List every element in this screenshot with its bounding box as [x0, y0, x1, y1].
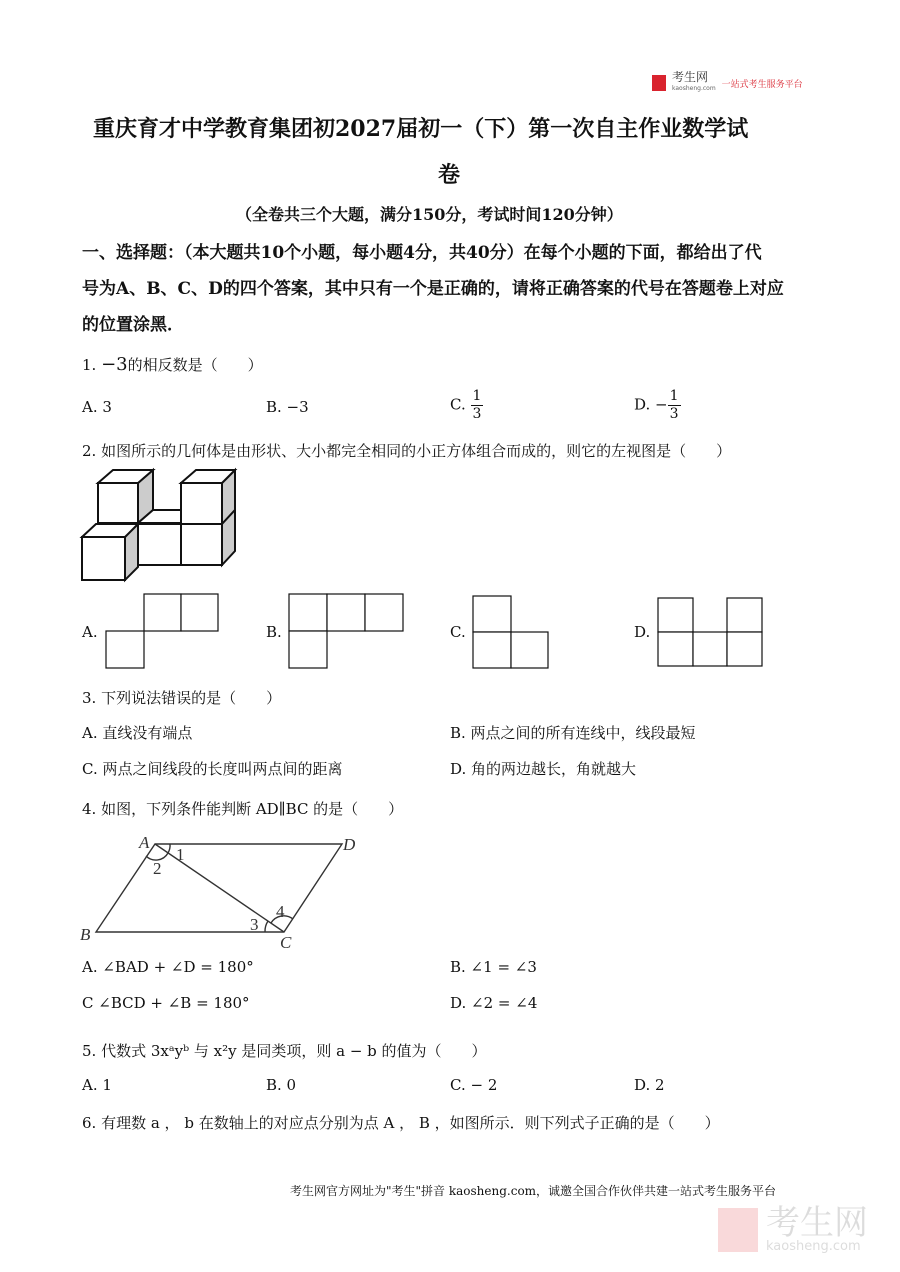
question-6-stem: 6. 有理数 a ， b 在数轴上的对应点分别为点 A ， B ，如图所示．则下列式子正确的是（ ）	[82, 1114, 720, 1132]
footer-note: 考生网官方网址为"考生"拼音 kaosheng.com，诚邀全国合作伙伴共建一站式考生服务平台	[290, 1184, 777, 1198]
option-b[interactable]: B. −3	[266, 398, 309, 416]
option-b[interactable]: B.	[266, 623, 282, 641]
option-b[interactable]: B. 两点之间的所有连线中，线段最短	[450, 724, 696, 742]
svg-text:3: 3	[250, 915, 259, 934]
watermark-logo-icon	[718, 1208, 758, 1252]
option-a[interactable]: A. ∠BAD + ∠D = 180°	[82, 958, 254, 976]
option-d-view	[658, 598, 762, 666]
page-title: 重庆育才中学教育集团初2027届初一（下）第一次自主作业数学试	[93, 116, 749, 142]
svg-text:B: B	[80, 925, 91, 944]
page-title-cont: 卷	[438, 162, 461, 188]
svg-text:4: 4	[276, 902, 285, 921]
svg-text:C: C	[280, 933, 292, 952]
option-b[interactable]: B. ∠1 = ∠3	[450, 958, 537, 976]
option-a[interactable]: A. 直线没有端点	[82, 724, 193, 742]
option-a[interactable]: A. 1	[82, 1076, 112, 1094]
option-c[interactable]: C ∠BCD + ∠B = 180°	[82, 994, 250, 1012]
parallelogram-figure	[75, 830, 375, 960]
section-instruction: 号为A、B、C、D的四个答案，其中只有一个是正确的，请将正确答案的代号在答题卷上对应	[82, 279, 784, 299]
option-d[interactable]: D. − $\frac{1}{3}$	[634, 388, 679, 422]
question-2-stem: 2. 如图所示的几何体是由形状、大小都完全相同的小正方体组合而成的，则它的左视图是（ ）	[82, 442, 732, 460]
svg-text:1: 1	[176, 845, 185, 864]
svg-text:2: 2	[153, 859, 162, 878]
watermark-text: 考生网	[766, 1203, 868, 1243]
section-instruction: 的位置涂黑．	[82, 315, 184, 335]
svg-text:D: D	[343, 835, 356, 854]
question-5-stem: 5. 代数式 3xᵃyᵇ 与 x²y 是同类项，则 a − b 的值为（ ）	[82, 1042, 487, 1060]
question-4-stem: 4. 如图，下列条件能判断 AD∥BC 的是（ ）	[82, 800, 404, 818]
option-c[interactable]: C. − 2	[450, 1076, 498, 1094]
option-a[interactable]: A.	[82, 623, 98, 641]
option-b[interactable]: B. 0	[266, 1076, 297, 1094]
svg-text:A: A	[139, 833, 150, 852]
question-1-stem: 1. −3的相反数是（ ）	[82, 354, 263, 375]
option-d[interactable]: D. 2	[634, 1076, 665, 1094]
logo-slogan: 一站式考生服务平台	[721, 79, 803, 90]
subtitle: （全卷共三个大题，满分150分，考试时间120分钟）	[236, 205, 623, 224]
watermark-domain: kaosheng.com	[766, 1239, 861, 1254]
option-d[interactable]: D. ∠2 = ∠4	[450, 994, 538, 1012]
option-c[interactable]: C.	[450, 623, 466, 641]
option-d[interactable]: D. 角的两边越长，角就越大	[450, 760, 637, 778]
logo-text: 考生网	[672, 70, 709, 84]
section-instruction: 一、选择题：（本大题共10个小题，每小题4分，共40分）在每个小题的下面，都给出了代	[82, 243, 762, 263]
option-b-view	[289, 594, 403, 668]
option-a[interactable]: A. 3	[82, 398, 112, 416]
option-d[interactable]: D.	[634, 623, 651, 641]
option-c-view	[473, 596, 548, 668]
option-c[interactable]: C. $\frac{1}{3}$	[450, 388, 482, 422]
question-3-stem: 3. 下列说法错误的是（ ）	[82, 689, 282, 707]
cube-solid-figure	[82, 470, 235, 580]
option-a-view	[106, 594, 218, 668]
option-c[interactable]: C. 两点之间线段的长度叫两点间的距离	[82, 760, 343, 778]
watermark	[718, 1203, 868, 1254]
logo-domain: kaosheng.com	[672, 85, 716, 92]
